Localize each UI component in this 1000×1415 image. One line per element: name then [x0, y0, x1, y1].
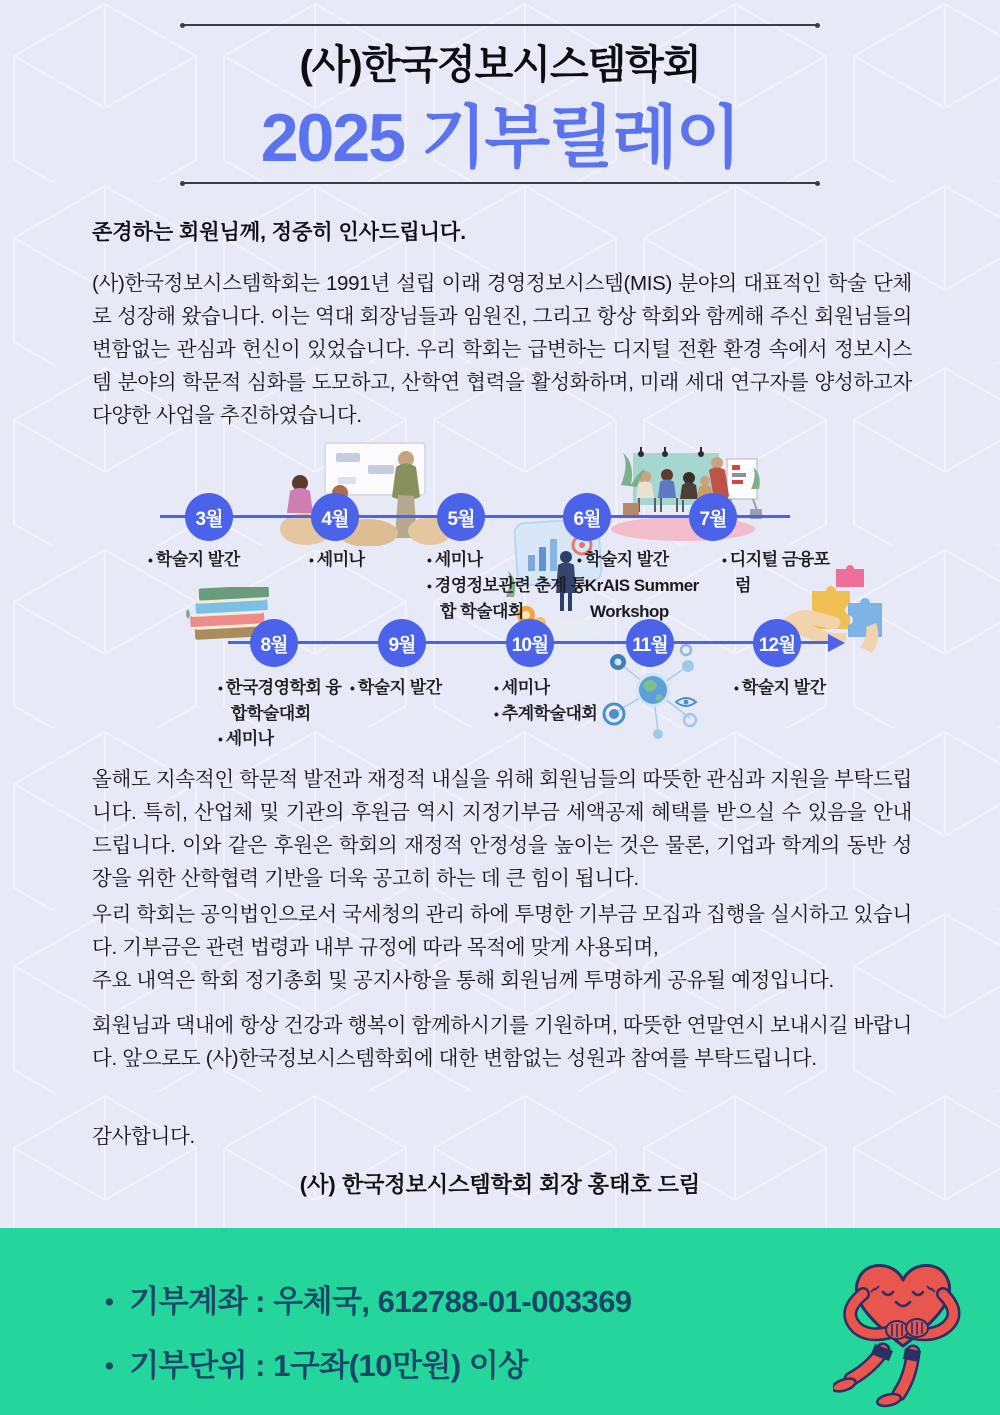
event-item: • 학술지 발간 [348, 675, 498, 701]
paragraph-closing: 회원님과 댁내에 항상 건강과 행복이 함께하시기를 기원하며, 따뜻한 연말연시 보내시길 바랍니다. 앞으로도 (사)한국정보시스템학회에 대한 변함없는 성원과 참여를 부탁드립니다. [92, 1014, 912, 1070]
events-oct [492, 675, 642, 727]
month-label: 8월 [260, 634, 288, 656]
events-jul [720, 547, 830, 598]
hugging-heart-character [833, 1252, 973, 1412]
events-sep [348, 675, 498, 701]
event-item: • 학술지 발간 [146, 547, 306, 573]
paragraph-transparency-part1: 우리 학회는 공익법인으로서 국세청의 관리 하에 투명한 기부금 모집과 집행을 실시하고 있습니다. 기부금은 관련 법령과 내부 규정에 따라 목적에 맞게 사용되며, [92, 903, 912, 959]
event-item: • 학술지 발간 [575, 547, 765, 573]
events-may [425, 547, 593, 624]
event-item: • 디지털 금융포럼 [720, 547, 830, 598]
month-label: 12월 [758, 634, 796, 656]
month-label: 4월 [321, 508, 349, 530]
thanks-line: 감사합니다. [92, 1125, 195, 1148]
annual-events-timeline [0, 435, 1000, 760]
organization-name: (사)한국정보시스템학회 [299, 43, 701, 87]
event-item: • 한국경영학회 융합학술대회 [216, 675, 356, 726]
events-dec [732, 675, 882, 701]
event-item: • 세미나 [307, 547, 427, 573]
timeline-month-oct [506, 619, 554, 667]
signature-line: (사) 한국정보시스템학회 회장 홍태호 드림 [299, 1172, 701, 1197]
month-label: 5월 [447, 508, 475, 530]
month-label: 9월 [388, 634, 416, 656]
timeline-arrow-icon [828, 634, 845, 652]
donation-unit-line: • 기부단위 : 1구좌(10만원) 이상 [105, 1340, 528, 1385]
seminar-presentation-illustration [278, 441, 453, 546]
month-label: 6월 [573, 508, 601, 530]
paragraph-intro: (사)한국정보시스템학회는 1991년 설립 이래 경영정보시스템(MIS) 분야의 대표적인 학술 단체로 성장해 왔습니다. 이는 역대 회장님들과 임원진, 그리고 항상 학회와 함께해 주신 회원님들의 변함없는 관심과 헌신이 있었습니다. 우리 학회는 급변하는 디지털 전환 환경 속에서 정보시스템 분야의 학문적 심화를 도모하고, 산학연 협력을 활성화하며, 미래 세대 연구자를 양성하고자 다양한 사업을 추진하였습니다. [92, 272, 912, 427]
event-item: • 학술지 발간 [732, 675, 882, 701]
timeline-month-sep [378, 619, 426, 667]
timeline-month-may [437, 493, 485, 541]
greeting-line: 존경하는 회원님께, 정중히 인사드립니다. [92, 221, 467, 244]
timeline-month-jul [689, 493, 737, 541]
month-label: 3월 [195, 508, 223, 530]
timeline-month-nov [626, 619, 674, 667]
month-label: 7월 [699, 508, 727, 530]
timeline-month-jun [563, 493, 611, 541]
poster-title: 2025 기부릴레이 [260, 100, 740, 176]
event-item: • 세미나 [216, 726, 356, 752]
events-apr [307, 547, 427, 573]
event-item: • 세미나 [492, 675, 642, 701]
event-item: • KrAIS Summer Workshop [575, 573, 765, 624]
forum-audience-illustration [605, 445, 765, 545]
timeline-month-mar [185, 493, 233, 541]
header-rule-top [183, 24, 817, 26]
events-mar [146, 547, 306, 573]
timeline-month-apr [311, 493, 359, 541]
paragraph-transparency-part2: 주요 내역은 학회 정기총회 및 공지사항을 통해 회원님께 투명하게 공유될 예정입니다. [92, 969, 834, 992]
paragraph-transparency [92, 898, 912, 997]
month-label: 11월 [632, 634, 668, 656]
timeline-month-dec [753, 619, 801, 667]
events-aug [216, 675, 356, 752]
event-item: • 세미나 [425, 547, 593, 573]
timeline-month-aug [250, 619, 298, 667]
donation-account-line: • 기부계좌 : 우체국, 612788-01-003369 [105, 1276, 632, 1321]
event-item: • 경영정보관련 춘계 통합 학술대회 [425, 573, 593, 624]
month-label: 10월 [511, 634, 549, 656]
paragraph-support-request: 올해도 지속적인 학문적 발전과 재정적 내실을 위해 회원님들의 따뜻한 관심과 지원을 부탁드립니다. 특히, 산업체 및 기관의 후원금 역시 지정기부금 세액공제 혜택를 받으실 수 있음을 안내드립니다. 이와 같은 후원은 학회의 재정적 안정성을 높이는 것은 물론, 기업과 학계의 동반 성장을 위한 산학협력 기반을 더욱 공고히 하는 데 큰 힘이 됩니다. [92, 768, 912, 890]
header-rule-bottom [183, 182, 817, 184]
event-item: • 추계학술대회 [492, 701, 642, 727]
donation-info-footer [0, 1228, 1000, 1415]
